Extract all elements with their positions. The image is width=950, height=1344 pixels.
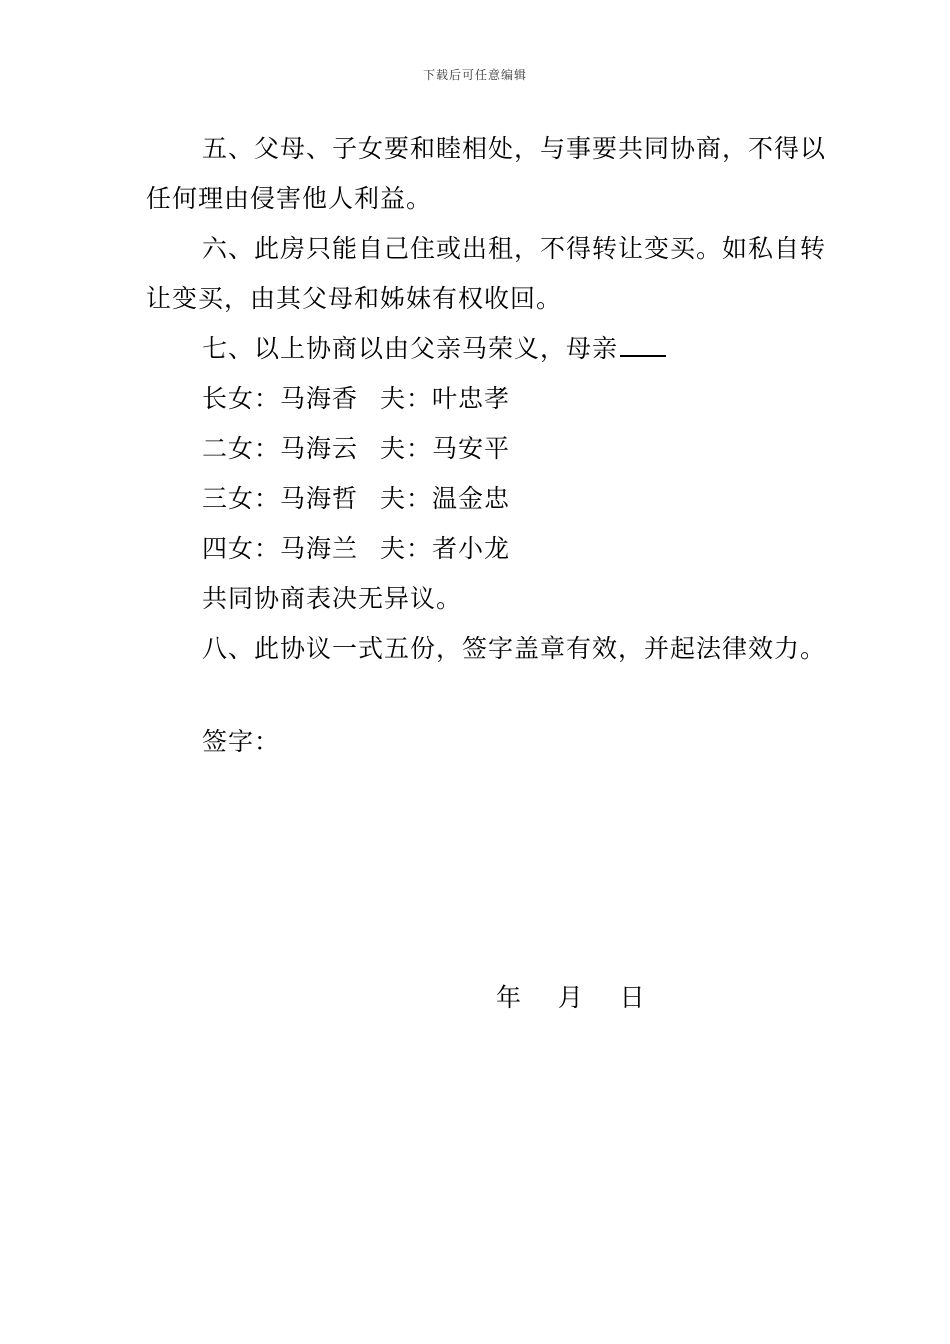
husband-name: 夫：温金忠: [380, 484, 511, 513]
date-month: 月: [557, 983, 584, 1012]
signature-label: 签字：: [202, 727, 281, 756]
family-row-4: [146, 524, 826, 574]
husband-name: 夫：马安平: [380, 434, 511, 463]
date-line: [496, 978, 646, 1014]
daughter-name: 长女：马海香: [202, 384, 359, 413]
clause-eight: 八、此协议一式五份，签字盖章有效，并起法律效力。: [202, 634, 827, 663]
clause-five: 五、父母、子女要和睦相处，与事要共同协商，不得以任何理由侵害他人利益。: [146, 134, 827, 213]
daughter-name: 二女：马海云: [202, 434, 359, 463]
clause-seven: [146, 324, 826, 374]
header-note: 下载后可任意编辑: [422, 68, 527, 82]
daughter-name: 三女：马海哲: [202, 484, 359, 513]
daughter-name: 四女：马海兰: [202, 534, 359, 563]
clause-seven-text: 七、以上协商以由父亲马荣义，母亲: [202, 334, 619, 363]
family-row-2: [146, 424, 826, 474]
husband-name: 夫：叶忠孝: [380, 384, 511, 413]
agreement-line: 共同协商表决无异议。: [202, 584, 463, 613]
family-row-1: [146, 374, 826, 424]
date-day: 日: [619, 983, 646, 1012]
family-row-3: [146, 474, 826, 524]
date-year: 年: [496, 983, 523, 1012]
clause-six: 六、此房只能自己住或出租，不得转让变买。如私自转让变买，由其父母和姊妹有权收回。: [146, 234, 827, 313]
document-body: [146, 124, 826, 674]
husband-name: 夫：者小龙: [380, 534, 511, 563]
mother-name-blank: [620, 333, 666, 357]
